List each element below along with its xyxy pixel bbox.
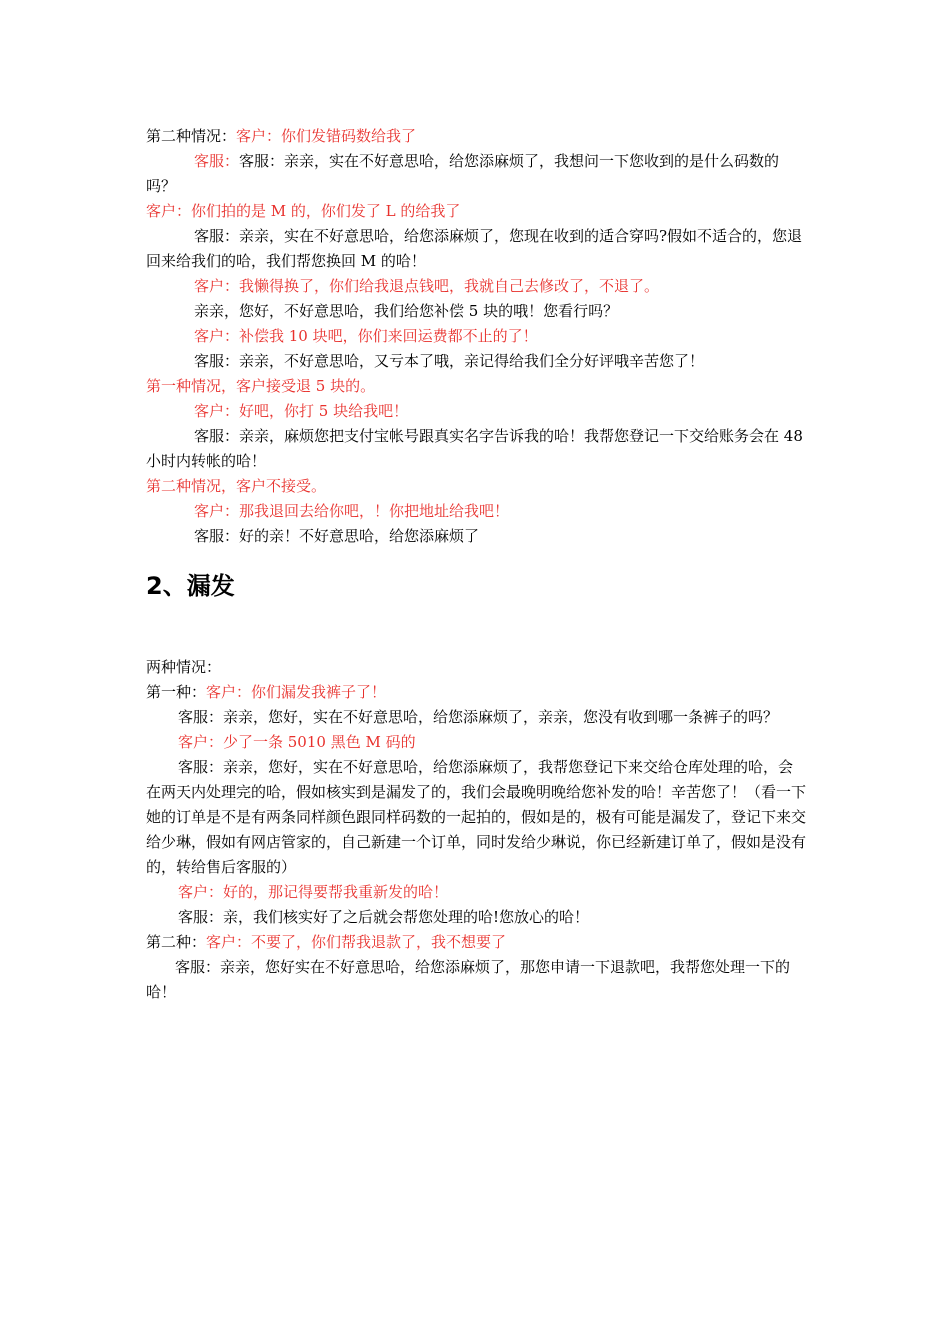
agent-line [146, 149, 806, 199]
case-label: 第二种情况，客户不接受。 [146, 477, 327, 495]
customer-text: 客户：不要了，你们帮我退款了，我不想要了 [206, 933, 507, 951]
agent-line: 客服：亲亲，您好实在不好意思哈，给您添麻烦了，那您申请一下退款吧，我帮您处理一下的哈！ [146, 958, 791, 1001]
intro-line: 两种情况： [146, 658, 222, 676]
line-prefix: 第二种： [146, 933, 207, 951]
agent-line: 客服：亲亲，您好，实在不好意思哈，给您添麻烦了，亲亲，您没有收到哪一条裤子的吗？ [178, 708, 779, 726]
case-one-line [146, 680, 806, 705]
customer-line: 客户：好的，那记得要帮我重新发的哈！ [178, 883, 449, 901]
customer-line: 客户：好吧，你打 5 块给我吧！ [194, 402, 409, 420]
customer-text: 客户：你们漏发我裤子了！ [206, 683, 387, 701]
document-page [146, 124, 806, 1005]
agent-prefix: 客服： [194, 152, 240, 170]
customer-line: 客户：那我退回去给你吧，！你把地址给我吧！ [194, 502, 510, 520]
customer-line: 客户：补偿我 10 块吧，你们来回运费都不止的了！ [194, 327, 538, 345]
customer-line: 客户：你们发错码数给我了 [236, 127, 417, 145]
customer-line: 客户：少了一条 5010 黑色 M 码的 [178, 733, 416, 751]
agent-line: 客服：亲，我们核实好了之后就会帮您处理的哈!您放心的哈！ [178, 908, 590, 926]
agent-line: 客服：亲亲，不好意思哈，又亏本了哦，亲记得给我们全分好评哦辛苦您了！ [194, 352, 705, 370]
line-case-two-title [146, 124, 806, 149]
agent-line: 客服：好的亲！不好意思哈，给您添麻烦了 [194, 527, 480, 545]
line-prefix: 第二种情况： [146, 127, 237, 145]
case-two-line [146, 930, 806, 955]
section-heading: 2、漏发 [146, 572, 235, 600]
customer-line: 客户：你们拍的是 M 的，你们发了 L 的给我了 [146, 202, 461, 220]
agent-line: 亲亲，您好，不好意思哈，我们给您补偿 5 块的哦！您看行吗？ [194, 302, 619, 320]
agent-line: 客服：亲亲，实在不好意思哈，给您添麻烦了，您现在收到的适合穿吗?假如不适合的，您退回来给我们的哈，我们帮您换回 M 的哈！ [146, 227, 803, 270]
customer-line: 客户：我懒得换了，你们给我退点钱吧，我就自己去修改了，不退了。 [194, 277, 660, 295]
agent-line: 客服：亲亲，麻烦您把支付宝帐号跟真实名字告诉我的哈！我帮您登记一下交给账务会在 48 小时内转帐的哈！ [146, 427, 803, 470]
agent-text: 客服：亲亲，实在不好意思哈，给您添麻烦了，我想问一下您收到的是什么码数的吗？ [146, 152, 780, 195]
case-label: 第一种情况，客户接受退 5 块的。 [146, 377, 376, 395]
spacer [146, 603, 806, 655]
line-prefix: 第一种： [146, 683, 207, 701]
agent-line: 客服：亲亲，您好，实在不好意思哈，给您添麻烦了，我帮您登记下来交给仓库处理的哈，会在两天内处理完的哈，假如核实到是漏发了的，我们会最晚明晚给您补发的哈！辛苦您了！（看一下她的订单是不是有两条同样颜色跟同样码数的一起拍的，假如是的，极有可能是漏发了，登记下来交给少琳，假如有网店管家的，自己新建一个订单，同时发给少琳说，你已经新建订单了，假如是没有的，转给售后客服的） [146, 758, 807, 876]
